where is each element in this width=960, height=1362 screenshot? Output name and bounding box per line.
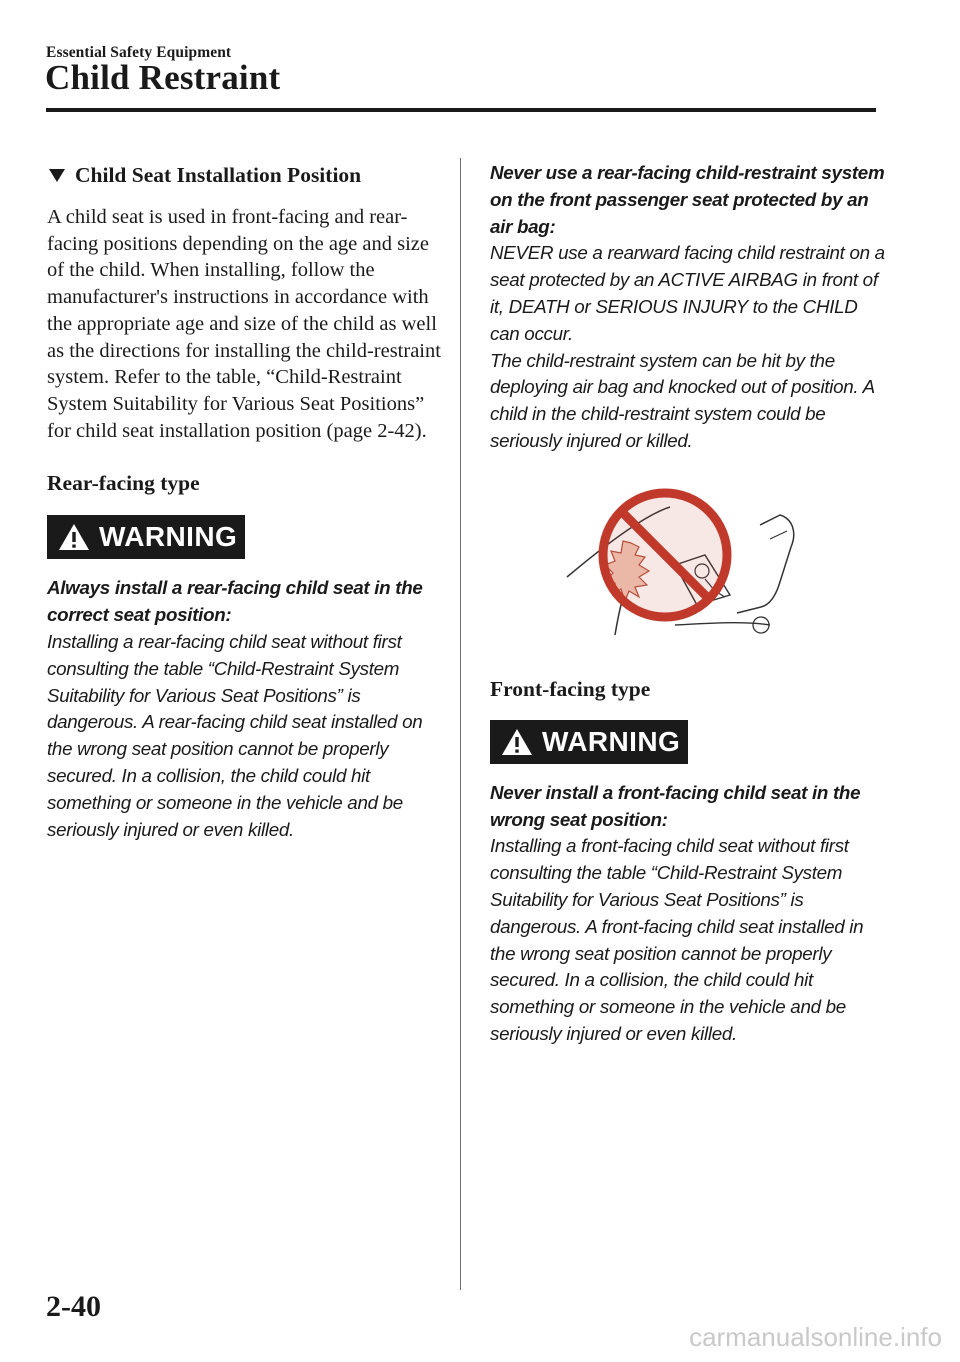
warning-title-rear: Always install a rear-facing child seat in the correct seat position: xyxy=(47,577,423,626)
warning-title-front: Never install a front-facing child seat in the wrong seat position: xyxy=(490,781,861,830)
watermark: carmanualsonline.info xyxy=(689,1322,942,1352)
warning-triangle-icon xyxy=(500,727,534,757)
airbag-warning-body: The child-restraint system can be hit by the deploying air bag and knocked out of position. A child in the child-restraint system could be seriously injured or killed. xyxy=(490,349,875,451)
warning-triangle-icon xyxy=(57,522,91,552)
rear-facing-heading: Rear-facing type xyxy=(47,471,200,496)
chapter-title: Child Restraint xyxy=(45,58,281,97)
triangle-down-icon xyxy=(49,169,65,182)
section-heading xyxy=(47,160,442,190)
page-number: 2-40 xyxy=(46,1290,101,1323)
no-rear-facing-seat-with-airbag-illustration xyxy=(565,485,805,645)
section-label: Essential Safety Equipment xyxy=(46,44,232,61)
airbag-warning-caps: NEVER use a rearward facing child restraint on a seat protected by an ACTIVE AIRBAG in front of it, DEATH or SERIOUS INJURY to the CHILD can occur. xyxy=(490,242,885,344)
header-rule xyxy=(46,108,876,112)
front-facing-heading: Front-facing type xyxy=(490,676,651,701)
left-column xyxy=(47,160,442,843)
warning-body-front: Installing a front-facing child seat without first consulting the table “Child-Restraint System Suitability for Various Seat Positions” is dangerous. A front-facing child seat installed in the wrong seat position cannot be properly secured. In a collision, the child could hit something or someone in the vehicle and be seriously injured or even killed. xyxy=(490,835,864,1044)
warning-label: WARNING xyxy=(542,725,681,757)
right-column xyxy=(490,160,885,1048)
airbag-warning-title: Never use a rear-facing child-restraint system on the front passenger seat protected by an air bag: xyxy=(490,162,885,237)
warning-badge-rear xyxy=(47,515,442,559)
airbag-illustration xyxy=(565,485,805,645)
warning-body-rear: Installing a rear-facing child seat without first consulting the table “Child-Restraint System Suitability for Various Seat Positions” is dangerous. A rear-facing child seat installed on the wrong seat position cannot be properly secured. In a collision, the child could hit something or someone in the vehicle and be seriously injured or even killed. xyxy=(47,630,423,840)
intro-paragraph: A child seat is used in front-facing and rear-facing positions depending on the age and size of the child. When installing, follow the manufacturer's instructions in accordance with the appropriate age and size of the child as well as the directions for installing the child-restraint system. Refer to the table, “Child-Restraint System Suitability for Various Seat Positions” for child seat installation position (page 2-42). xyxy=(47,206,441,442)
section-heading-text: Child Seat Installation Position xyxy=(75,163,362,187)
warning-badge-front xyxy=(490,720,885,764)
column-divider xyxy=(460,158,461,1290)
warning-label: WARNING xyxy=(99,521,238,553)
